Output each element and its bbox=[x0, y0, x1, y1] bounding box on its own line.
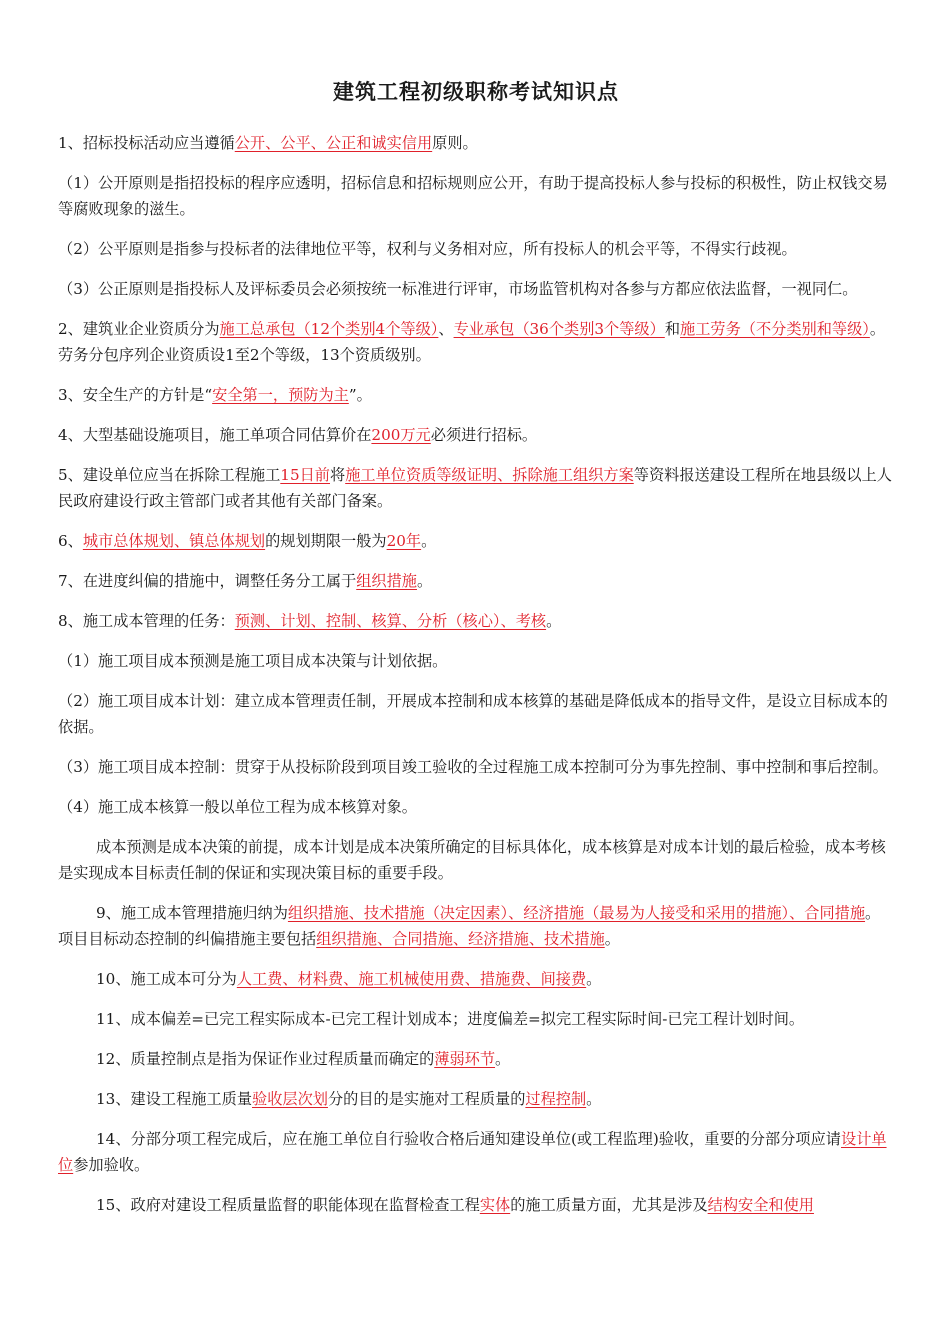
paragraph-text: 1、招标投标活动应当遵循 bbox=[58, 134, 235, 152]
paragraph-text: 。 bbox=[604, 930, 620, 948]
paragraph-text: （3）公正原则是指投标人及评标委员会必须按统一标准进行评审，市场监管机构对各参与方都应依法监督，一视同仁。 bbox=[58, 280, 858, 298]
paragraph-text: 6、 bbox=[58, 532, 83, 550]
highlighted-term: 组织措施 bbox=[356, 572, 417, 590]
paragraph-text: 13、建设工程施工质量 bbox=[96, 1090, 253, 1108]
highlighted-term: 预测、计划、控制、核算、分析（核心）、考核 bbox=[234, 612, 547, 630]
paragraph-text: 12、质量控制点是指为保证作业过程质量而确定的 bbox=[96, 1050, 435, 1068]
paragraph-text: 7、在进度纠偏的措施中，调整任务分工属于 bbox=[58, 572, 357, 590]
paragraph bbox=[58, 834, 894, 886]
paragraph-text: 的规划期限一般为 bbox=[265, 532, 387, 550]
highlighted-term: 施工总承包（12个类别4个等级） bbox=[219, 320, 439, 338]
paragraph bbox=[58, 1046, 894, 1072]
document-body bbox=[58, 130, 894, 1218]
highlighted-term: 过程控制 bbox=[525, 1090, 587, 1108]
paragraph-text: 10、施工成本可分为 bbox=[96, 970, 237, 988]
highlighted-term: 施工劳务（不分类别和等级） bbox=[680, 320, 870, 338]
highlighted-term: 15日前 bbox=[280, 466, 330, 484]
paragraph-text: 5、建设单位应当在拆除工程施工 bbox=[58, 466, 281, 484]
paragraph bbox=[58, 130, 894, 156]
paragraph bbox=[58, 688, 894, 740]
highlighted-term: 安全第一，预防为主 bbox=[212, 386, 349, 404]
paragraph-text: 。 bbox=[586, 970, 602, 988]
paragraph-text: 参加验收。 bbox=[73, 1156, 150, 1174]
highlighted-term: 公开、公平、公正和诚实信用 bbox=[234, 134, 433, 152]
paragraph-text: 11、成本偏差=已完工程实际成本-已完工程计划成本；进度偏差=拟完工程实际时间-已完工程计划时间。 bbox=[96, 1010, 805, 1028]
paragraph bbox=[58, 1192, 894, 1218]
paragraph bbox=[58, 900, 894, 952]
paragraph bbox=[58, 170, 894, 222]
highlighted-term: 设计单位 bbox=[58, 1130, 887, 1174]
document-title: 建筑工程初级职称考试知识点 bbox=[333, 80, 619, 104]
paragraph-text: 分的目的是实施对工程质量的 bbox=[327, 1090, 526, 1108]
paragraph-text: 15、政府对建设工程质量监督的职能体现在监督检查工程 bbox=[96, 1196, 480, 1214]
paragraph-text: 。 bbox=[495, 1050, 511, 1068]
highlighted-term: 专业承包（36个类别3个等级） bbox=[453, 320, 665, 338]
paragraph-text: （3）施工项目成本控制：贯穿于从投标阶段到项目竣工验收的全过程施工成本控制可分为事先控制、事中控制和事后控制。 bbox=[58, 758, 888, 776]
highlighted-term: 实体 bbox=[479, 1196, 511, 1214]
paragraph bbox=[58, 966, 894, 992]
paragraph-text: （2）施工项目成本计划：建立成本管理责任制，开展成本控制和成本核算的基础是降低成本的指导文件，是设立目标成本的依据。 bbox=[58, 692, 888, 736]
paragraph-text: （1）公开原则是指招投标的程序应透明，招标信息和招标规则应公开，有助于提高投标人参与投标的积极性，防止权钱交易等腐败现象的滋生。 bbox=[58, 174, 888, 218]
paragraph-text: 。 bbox=[586, 1090, 602, 1108]
paragraph-text: 。项目目标动态控制的纠偏措施主要包括 bbox=[58, 904, 881, 948]
paragraph bbox=[58, 276, 894, 302]
highlighted-term: 薄弱环节 bbox=[434, 1050, 496, 1068]
highlighted-term: 200万元 bbox=[371, 426, 431, 444]
paragraph-text: 8、施工成本管理的任务： bbox=[58, 612, 235, 630]
paragraph bbox=[58, 1086, 894, 1112]
paragraph bbox=[58, 608, 894, 634]
highlighted-term: 施工单位资质等级证明、拆除施工组织方案 bbox=[345, 466, 634, 484]
paragraph-text: 、 bbox=[438, 320, 454, 338]
highlighted-term: 组织措施、技术措施（决定因素）、经济措施（最易为人接受和采用的措施）、合同措施 bbox=[287, 904, 866, 922]
highlighted-term: 20年 bbox=[386, 532, 422, 550]
paragraph-text: （4）施工成本核算一般以单位工程为成本核算对象。 bbox=[58, 798, 417, 816]
paragraph-text: 3、安全生产的方针是“ bbox=[58, 386, 213, 404]
paragraph bbox=[58, 648, 894, 674]
highlighted-term: 组织措施、合同措施、经济措施、技术措施 bbox=[316, 930, 605, 948]
paragraph-text: 和 bbox=[664, 320, 680, 338]
highlighted-term: 人工费、材料费、施工机械使用费、措施费、间接费 bbox=[236, 970, 587, 988]
paragraph-text: 必须进行招标。 bbox=[430, 426, 538, 444]
paragraph bbox=[58, 754, 894, 780]
paragraph bbox=[58, 1006, 894, 1032]
paragraph-text: 4、大型基础设施项目，施工单项合同估算价在 bbox=[58, 426, 372, 444]
highlighted-term: 城市总体规划、镇总体规划 bbox=[82, 532, 266, 550]
paragraph bbox=[58, 316, 894, 368]
highlighted-term: 结构安全和使用 bbox=[707, 1196, 814, 1214]
paragraph-text: 将 bbox=[330, 466, 346, 484]
paragraph-text: 。 bbox=[421, 532, 437, 550]
paragraph-text: 等资料报送建设工程所在地县级以上人民政府建设行政主管部门或者其他有关部门备案。 bbox=[58, 466, 892, 510]
paragraph bbox=[58, 462, 894, 514]
paragraph bbox=[58, 528, 894, 554]
paragraph-text: 原则。 bbox=[432, 134, 478, 152]
paragraph-text: 成本预测是成本决策的前提，成本计划是成本决策所确定的目标具体化，成本核算是对成本计划的最后检验，成本考核是实现成本目标责任制的保证和实现决策目标的重要手段。 bbox=[58, 838, 886, 882]
paragraph bbox=[58, 1126, 894, 1178]
paragraph-text: 2、建筑业企业资质分为 bbox=[58, 320, 220, 338]
paragraph-text: 14、分部分项工程完成后，应在施工单位自行验收合格后通知建设单位(或工程监理)验收，重要的分部分项应请 bbox=[96, 1130, 841, 1148]
paragraph-text: 。 bbox=[416, 572, 433, 590]
paragraph-text: 。 bbox=[546, 612, 562, 630]
paragraph bbox=[58, 422, 894, 448]
paragraph-text: （1）施工项目成本预测是施工项目成本决策与计划依据。 bbox=[58, 652, 448, 670]
highlighted-term: 验收层次划 bbox=[252, 1090, 328, 1108]
paragraph-text: 9、施工成本管理措施归纳为 bbox=[96, 904, 288, 922]
paragraph bbox=[58, 794, 894, 820]
paragraph bbox=[58, 382, 894, 408]
paragraph-text: （2）公平原则是指参与投标者的法律地位平等，权利与义务相对应，所有投标人的机会平等，不得实行歧视。 bbox=[58, 240, 797, 258]
paragraph-text: 的施工质量方面，尤其是涉及 bbox=[510, 1196, 708, 1214]
paragraph bbox=[58, 236, 894, 262]
paragraph bbox=[58, 568, 894, 594]
paragraph-text: ”。 bbox=[348, 386, 372, 404]
paragraph-text: 。劳务分包序列企业资质设1至2个等级，13个资质级别。 bbox=[58, 320, 886, 364]
